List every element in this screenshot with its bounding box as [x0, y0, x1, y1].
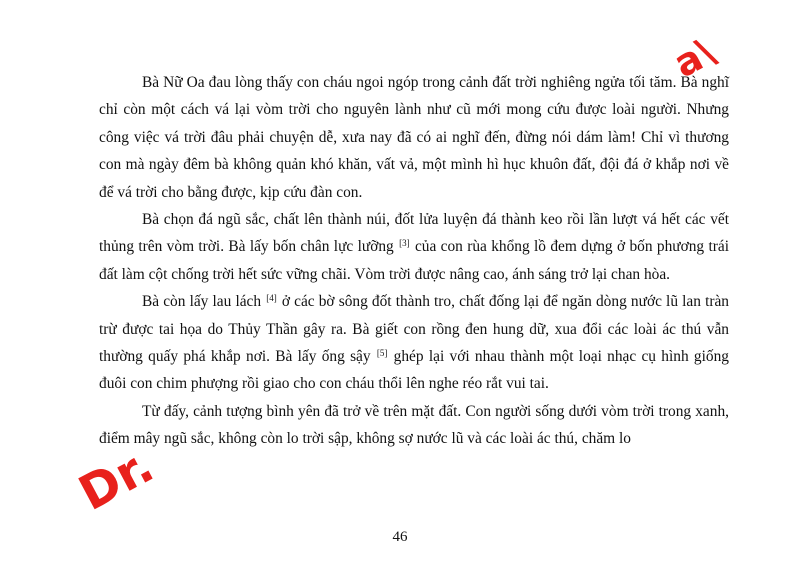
footnote-marker[interactable]: [4] [266, 293, 277, 304]
paragraph [99, 69, 729, 206]
footnote-marker[interactable]: [3] [399, 238, 410, 249]
body-text [99, 69, 729, 453]
paragraph-text: Bà Nữ Oa đau lòng thấy con cháu ngoi ngóp trong cảnh đất trời nghiêng ngửa tối tăm. Bà nghĩ chỉ còn một cách vá lại vòm trời cho nguyên lành như cũ mới mong cứu được loài người. Nhưng công việc vá trời đâu phải chuyện dễ, xưa nay đã có ai nghĩ đến, đừng nói dám làm! Chỉ vì thương con mà ngày đêm bà không quản khó khăn, vất vả, một mình hì hục khuôn đất, đội đá ở khắp nơi về để vá trời cho bằng được, kịp cứu đàn con. [99, 74, 729, 201]
paragraph-text: Từ đấy, cảnh tượng bình yên đã trở về trên mặt đất. Con người sống dưới vòm trời trong xanh, điểm mây ngũ sắc, không còn lo trời sập, không sợ nước lũ và các loài ác thú, chăm lo [99, 402, 729, 448]
watermark-bottom-fragment: Dr. [70, 437, 163, 522]
paragraph-text: Bà chọn đá ngũ sắc, chất lên thành núi, đốt lửa luyện đá thành keo rồi lần lượt vá hết các vết thủng trên vòm trời. Bà lấy bốn chân lực lưỡng [99, 211, 729, 256]
watermark-top-fragment: a\ [666, 28, 723, 87]
paragraph-text: ghép lại với nhau thành một loại nhạc cụ hình giống đuôi con chim phượng rồi giao cho con cháu thổi lên nghe réo rắt vui tai. [99, 348, 729, 393]
footnote-marker[interactable]: [5] [376, 348, 388, 359]
page-number: 46 [392, 529, 408, 545]
paragraph-text: của con rùa khổng lồ đem dựng ở bốn phương trái đất làm cột chống trời hết sức vững chãi. Vòm trời được nâng cao, ánh sáng trở lại chan hòa. [99, 238, 729, 283]
paragraph [99, 206, 729, 288]
paragraph-text: Bà còn lấy lau lách [142, 293, 266, 311]
paragraph [99, 288, 729, 398]
paragraph-text: ở các bờ sông đốt thành tro, chất đống lại để ngăn dòng nước lũ lan tràn trừ được tai họa do Thủy Thần gây ra. Bà giết con rồng đen hung dữ, xua đổi các loài ác thú vẫn thường quấy phá khắp nơi. Bà lấy ống sậy [99, 293, 729, 366]
paragraph [99, 398, 729, 453]
